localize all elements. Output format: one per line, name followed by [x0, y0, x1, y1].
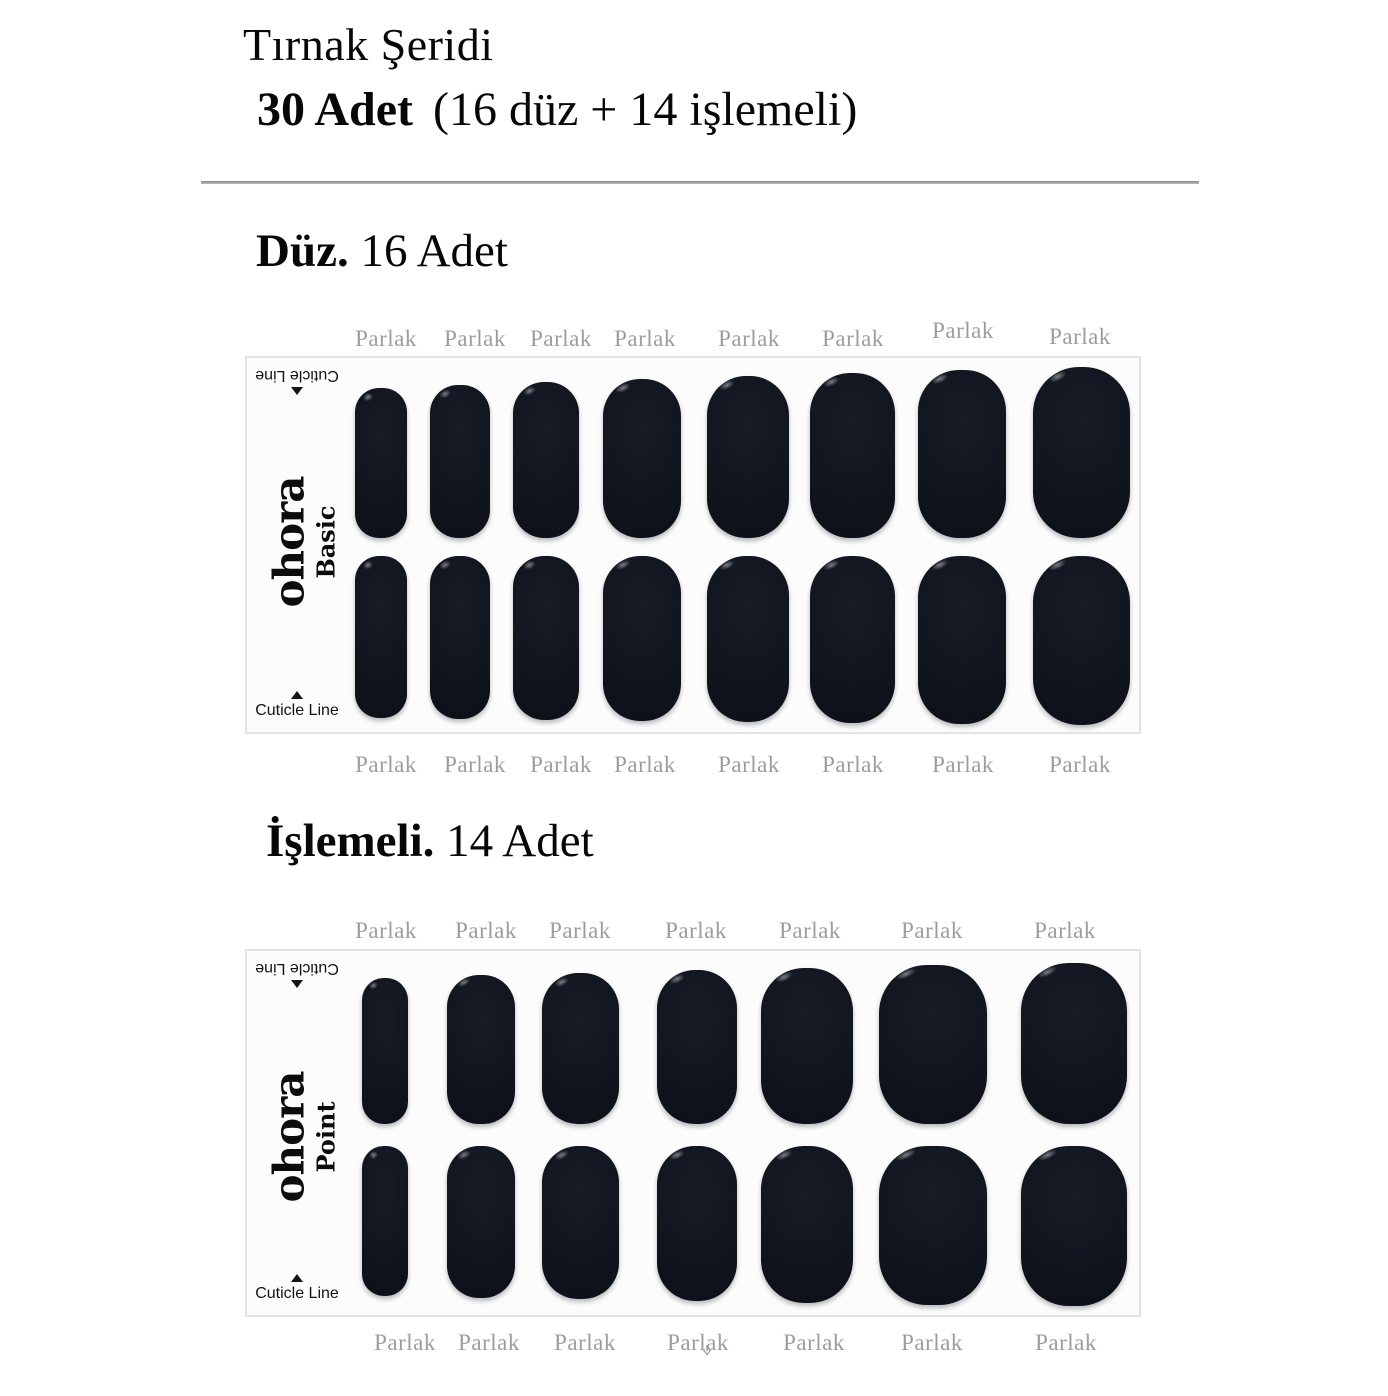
nail-sticker — [355, 556, 407, 718]
cuticle-line-bottom: Cuticle Line — [251, 691, 343, 720]
nail-sticker — [1033, 367, 1130, 538]
nail-sticker — [362, 978, 408, 1124]
divider — [201, 181, 1199, 184]
finish-label: Parlak — [549, 918, 611, 943]
cursor-artifact — [701, 1344, 713, 1363]
nail-sticker — [542, 1146, 619, 1299]
finish-label: Parlak — [444, 752, 506, 777]
nail-sticker — [430, 556, 490, 719]
cuticle-line-top: Cuticle Line — [251, 959, 343, 988]
brand-logo: ohora — [264, 476, 313, 608]
quantity-line — [257, 82, 857, 137]
count-breakdown: (16 düz + 14 işlemeli) — [433, 83, 858, 136]
nail-sheet-point — [245, 949, 1141, 1317]
nail-sticker — [810, 373, 895, 538]
cuticle-arrow-icon — [291, 387, 303, 395]
finish-label: Parlak — [822, 752, 884, 777]
nail-sticker — [603, 379, 681, 538]
finish-label: Parlak — [554, 1330, 616, 1355]
finish-label: Parlak — [614, 326, 676, 351]
nail-sticker — [707, 376, 789, 538]
finish-label: Parlak — [932, 752, 994, 777]
nail-sticker — [603, 556, 681, 721]
finish-label: Parlak — [822, 326, 884, 351]
nail-sticker — [1021, 1146, 1127, 1306]
finish-label: Parlak — [1049, 752, 1111, 777]
page-title: Tırnak Şeridi — [243, 19, 494, 70]
nail-sticker — [1021, 963, 1127, 1124]
finish-label: Parlak — [355, 918, 417, 943]
finish-label: Parlak — [665, 918, 727, 943]
nail-sheet-basic — [245, 356, 1141, 734]
nail-sticker — [879, 1146, 987, 1305]
nail-sticker — [542, 973, 619, 1124]
total-count: 30 Adet — [257, 83, 413, 136]
nail-sticker — [447, 1146, 515, 1298]
finish-label: Parlak — [1049, 324, 1111, 349]
nail-sticker — [918, 370, 1006, 538]
finish-label: Parlak — [530, 326, 592, 351]
finish-label: Parlak — [779, 918, 841, 943]
line-name-basic: Basic — [311, 505, 340, 579]
nail-sticker — [879, 965, 987, 1124]
nail-sticker — [761, 968, 853, 1124]
brand-logo: ohora — [264, 1071, 313, 1203]
finish-label: Parlak — [1035, 1330, 1097, 1355]
finish-label: Parlak — [374, 1330, 436, 1355]
nail-sticker — [810, 556, 895, 723]
finish-label: Parlak — [932, 318, 994, 343]
finish-label: Parlak — [444, 326, 506, 351]
finish-label: Parlak — [783, 1330, 845, 1355]
finish-label: Parlak — [355, 752, 417, 777]
cuticle-arrow-icon — [291, 1274, 303, 1282]
nail-sticker — [918, 556, 1006, 724]
nail-sticker — [355, 388, 407, 538]
finish-label: Parlak — [718, 752, 780, 777]
nail-sticker — [657, 1146, 737, 1301]
nail-sticker — [657, 970, 737, 1124]
finish-label: Parlak — [355, 326, 417, 351]
nail-sticker — [761, 1146, 853, 1303]
nail-sticker — [513, 382, 579, 538]
finish-label: Parlak — [901, 1330, 963, 1355]
cuticle-line-top: Cuticle Line — [251, 366, 343, 395]
cuticle-arrow-icon — [291, 980, 303, 988]
finish-label: Parlak — [614, 752, 676, 777]
nail-sticker — [362, 1146, 408, 1296]
finish-label: Parlak — [1034, 918, 1096, 943]
finish-label: Parlak — [530, 752, 592, 777]
nail-sticker — [447, 975, 515, 1124]
finish-label: Parlak — [718, 326, 780, 351]
cuticle-arrow-icon — [291, 691, 303, 699]
section-heading-duz: Düz. 16 Adet — [256, 225, 508, 277]
nail-sticker — [513, 556, 579, 720]
finish-label: Parlak — [458, 1330, 520, 1355]
line-name-point: Point — [311, 1101, 340, 1173]
finish-label: Parlak — [455, 918, 517, 943]
nail-sticker — [430, 385, 490, 538]
nail-sticker — [707, 556, 789, 722]
finish-label: Parlak — [901, 918, 963, 943]
cuticle-line-bottom: Cuticle Line — [251, 1274, 343, 1303]
section-heading-islemeli: İşlemeli. 14 Adet — [266, 815, 594, 867]
finish-label: Parlak — [667, 1330, 729, 1355]
nail-sticker — [1033, 556, 1130, 725]
